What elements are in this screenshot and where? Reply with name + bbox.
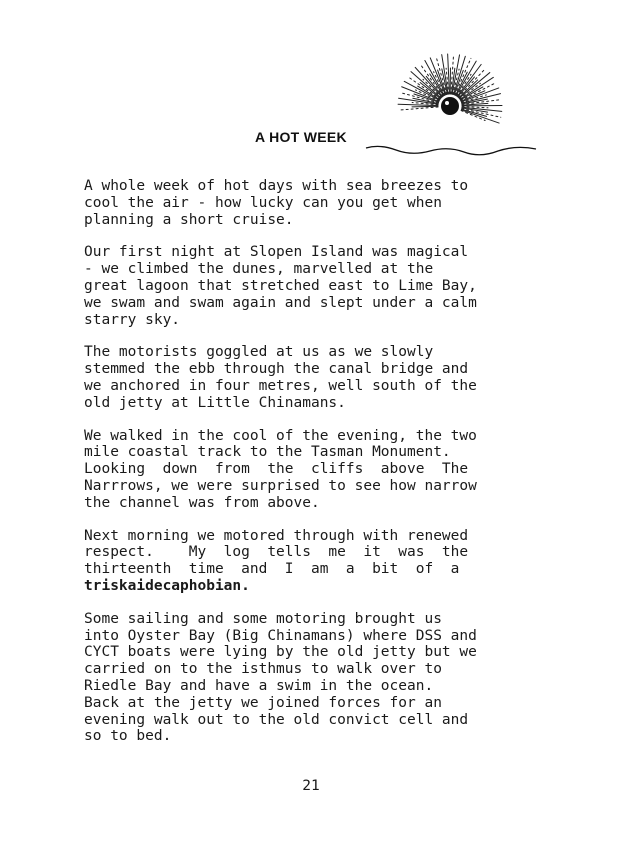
text-line: the channel was from above.	[84, 494, 320, 511]
text-line: Back at the jetty we joined forces for an	[84, 694, 442, 711]
page-number: 21	[302, 778, 320, 794]
text-line: carried on to the isthmus to walk over to	[84, 661, 442, 678]
text-line: The motorists goggled at us as we slowly	[84, 344, 434, 361]
text-line: planning a short cruise.	[84, 211, 294, 228]
sun-ray	[459, 73, 490, 99]
text-line: thirteenth time and I am a bit of a	[84, 561, 460, 578]
paragraph	[84, 344, 532, 411]
sun-ray	[461, 110, 499, 123]
sun-ray	[462, 103, 488, 105]
sun-ray	[412, 106, 438, 107]
text-line: we anchored in four metres, well south of the	[84, 377, 477, 394]
text-line: great lagoon that stretched east to Lime Bay,	[84, 277, 477, 294]
text-line: Narrrows, we were surprised to see how narrow	[84, 477, 477, 494]
text-line: stemmed the ebb through the canal bridge and	[84, 361, 469, 378]
text-line: starry sky.	[84, 311, 181, 328]
text-line: - we climbed the dunes, marvelled at the	[84, 261, 434, 278]
text-line: Some sailing and some motoring brought us	[84, 610, 442, 627]
sun-ray	[398, 107, 438, 110]
text-line: cool the air - how lucky can you get when	[84, 194, 442, 211]
text-line: A whole week of hot days with sea breezes to	[84, 178, 469, 194]
text-line: Our first night at Slopen Island was magical	[84, 244, 469, 261]
paragraph	[84, 528, 532, 595]
paragraph	[84, 611, 532, 745]
paragraph	[84, 244, 532, 328]
body-text	[84, 178, 532, 761]
text-line: Looking down from the cliffs above The	[84, 461, 469, 478]
text-line: mile coastal track to the Tasman Monument.	[84, 444, 451, 461]
page-title: A HOT WEEK	[255, 129, 347, 145]
text-line: we swam and swam again and slept under a calm	[84, 294, 477, 311]
bold-word-line: triskaidecaphobian.	[84, 577, 250, 594]
text-line: evening walk out to the old convict cell and	[84, 711, 469, 728]
text-line: into Oyster Bay (Big Chinamans) where DSS and	[84, 627, 477, 644]
rising-sun-icon	[360, 38, 538, 168]
text-line: respect. My log tells me it was the	[84, 544, 469, 561]
text-line: so to bed.	[84, 728, 172, 745]
text-line: CYCT boats were lying by the old jetty but we	[84, 644, 477, 661]
text-line: old jetty at Little Chinamans.	[84, 394, 346, 411]
paragraph	[84, 428, 532, 512]
text-line: We walked in the cool of the evening, the two	[84, 427, 477, 444]
text-line: Riedle Bay and have a swim in the ocean.	[84, 677, 434, 694]
text-line: Next morning we motored through with renewed	[84, 527, 469, 544]
paragraph	[84, 178, 532, 228]
